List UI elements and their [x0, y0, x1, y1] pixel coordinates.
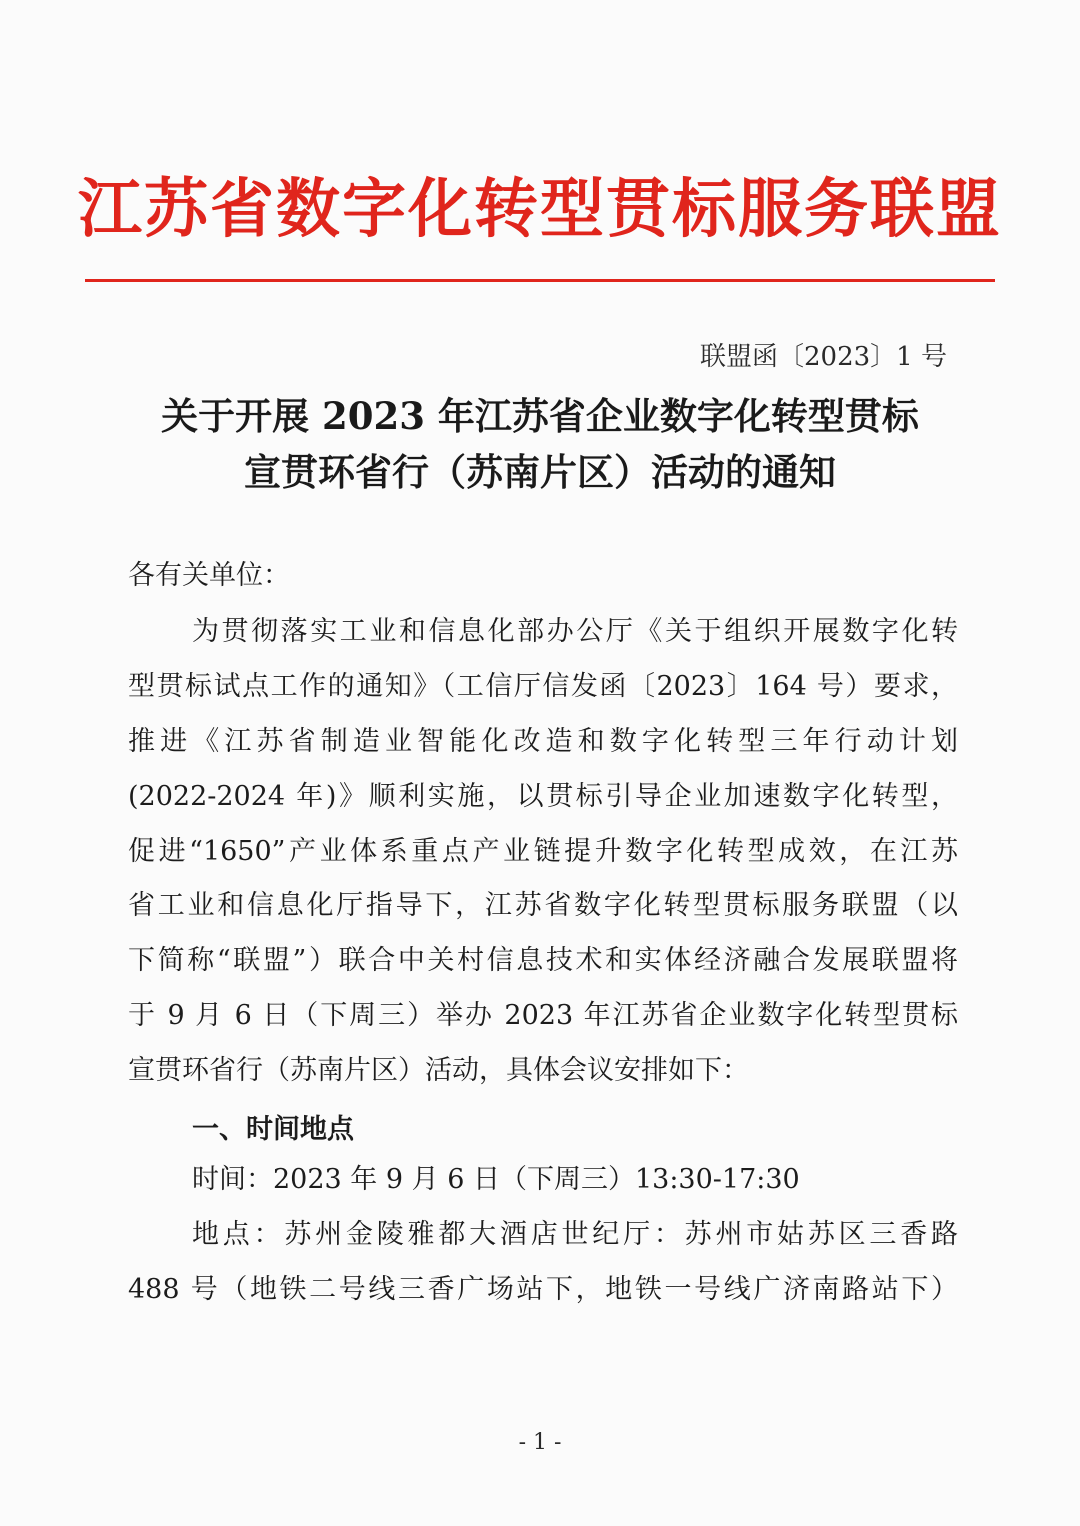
paragraph-line: 推进《江苏省制造业智能化改造和数字化转型三年行动计划: [128, 726, 958, 757]
paragraph-line: 省工业和信息化厅指导下，江苏省数字化转型贯标服务联盟（以: [128, 890, 958, 921]
paragraph-line: 促进“1650”产业体系重点产业链提升数字化转型成效，在江苏: [128, 836, 958, 867]
paragraph-line: 型贯标试点工作的通知》（工信厅信发函〔2023〕164 号）要求，: [128, 671, 958, 702]
notice-title-line-2: 宣贯环省行（苏南片区）活动的通知: [244, 450, 836, 494]
location-line-continued: 488 号（地铁二号线三香广场站下，地铁一号线广济南路站下）: [128, 1274, 958, 1305]
page-number: - 1 -: [518, 1430, 562, 1455]
document-number: 联盟函〔2023〕1 号: [700, 342, 947, 372]
paragraph-line: 为贯彻落实工业和信息化部办公厅《关于组织开展数字化转: [192, 616, 958, 647]
section-heading-time-location: 一、时间地点: [192, 1114, 354, 1145]
paragraph-line: 于 9 月 6 日（下周三）举办 2023 年江苏省企业数字化转型贯标: [128, 1000, 958, 1031]
time-line: 时间：2023 年 9 月 6 日（下周三）13:30-17:30: [192, 1164, 800, 1195]
notice-title-line-1: 关于开展 2023 年江苏省企业数字化转型贯标: [161, 394, 919, 438]
paragraph-line: (2022-2024 年)》顺利实施，以贯标引导企业加速数字化转型，: [128, 781, 958, 812]
location-line: 地点：苏州金陵雅都大酒店世纪厅：苏州市姑苏区三香路: [192, 1219, 958, 1250]
paragraph-line: 下简称“联盟”）联合中关村信息技术和实体经济融合发展联盟将: [128, 945, 958, 976]
salutation: 各有关单位：: [128, 560, 290, 591]
paragraph-line: 宣贯环省行（苏南片区）活动，具体会议安排如下：: [128, 1055, 749, 1086]
header-divider: [85, 279, 995, 282]
org-title: 江苏省数字化转型贯标服务联盟: [78, 172, 1002, 247]
